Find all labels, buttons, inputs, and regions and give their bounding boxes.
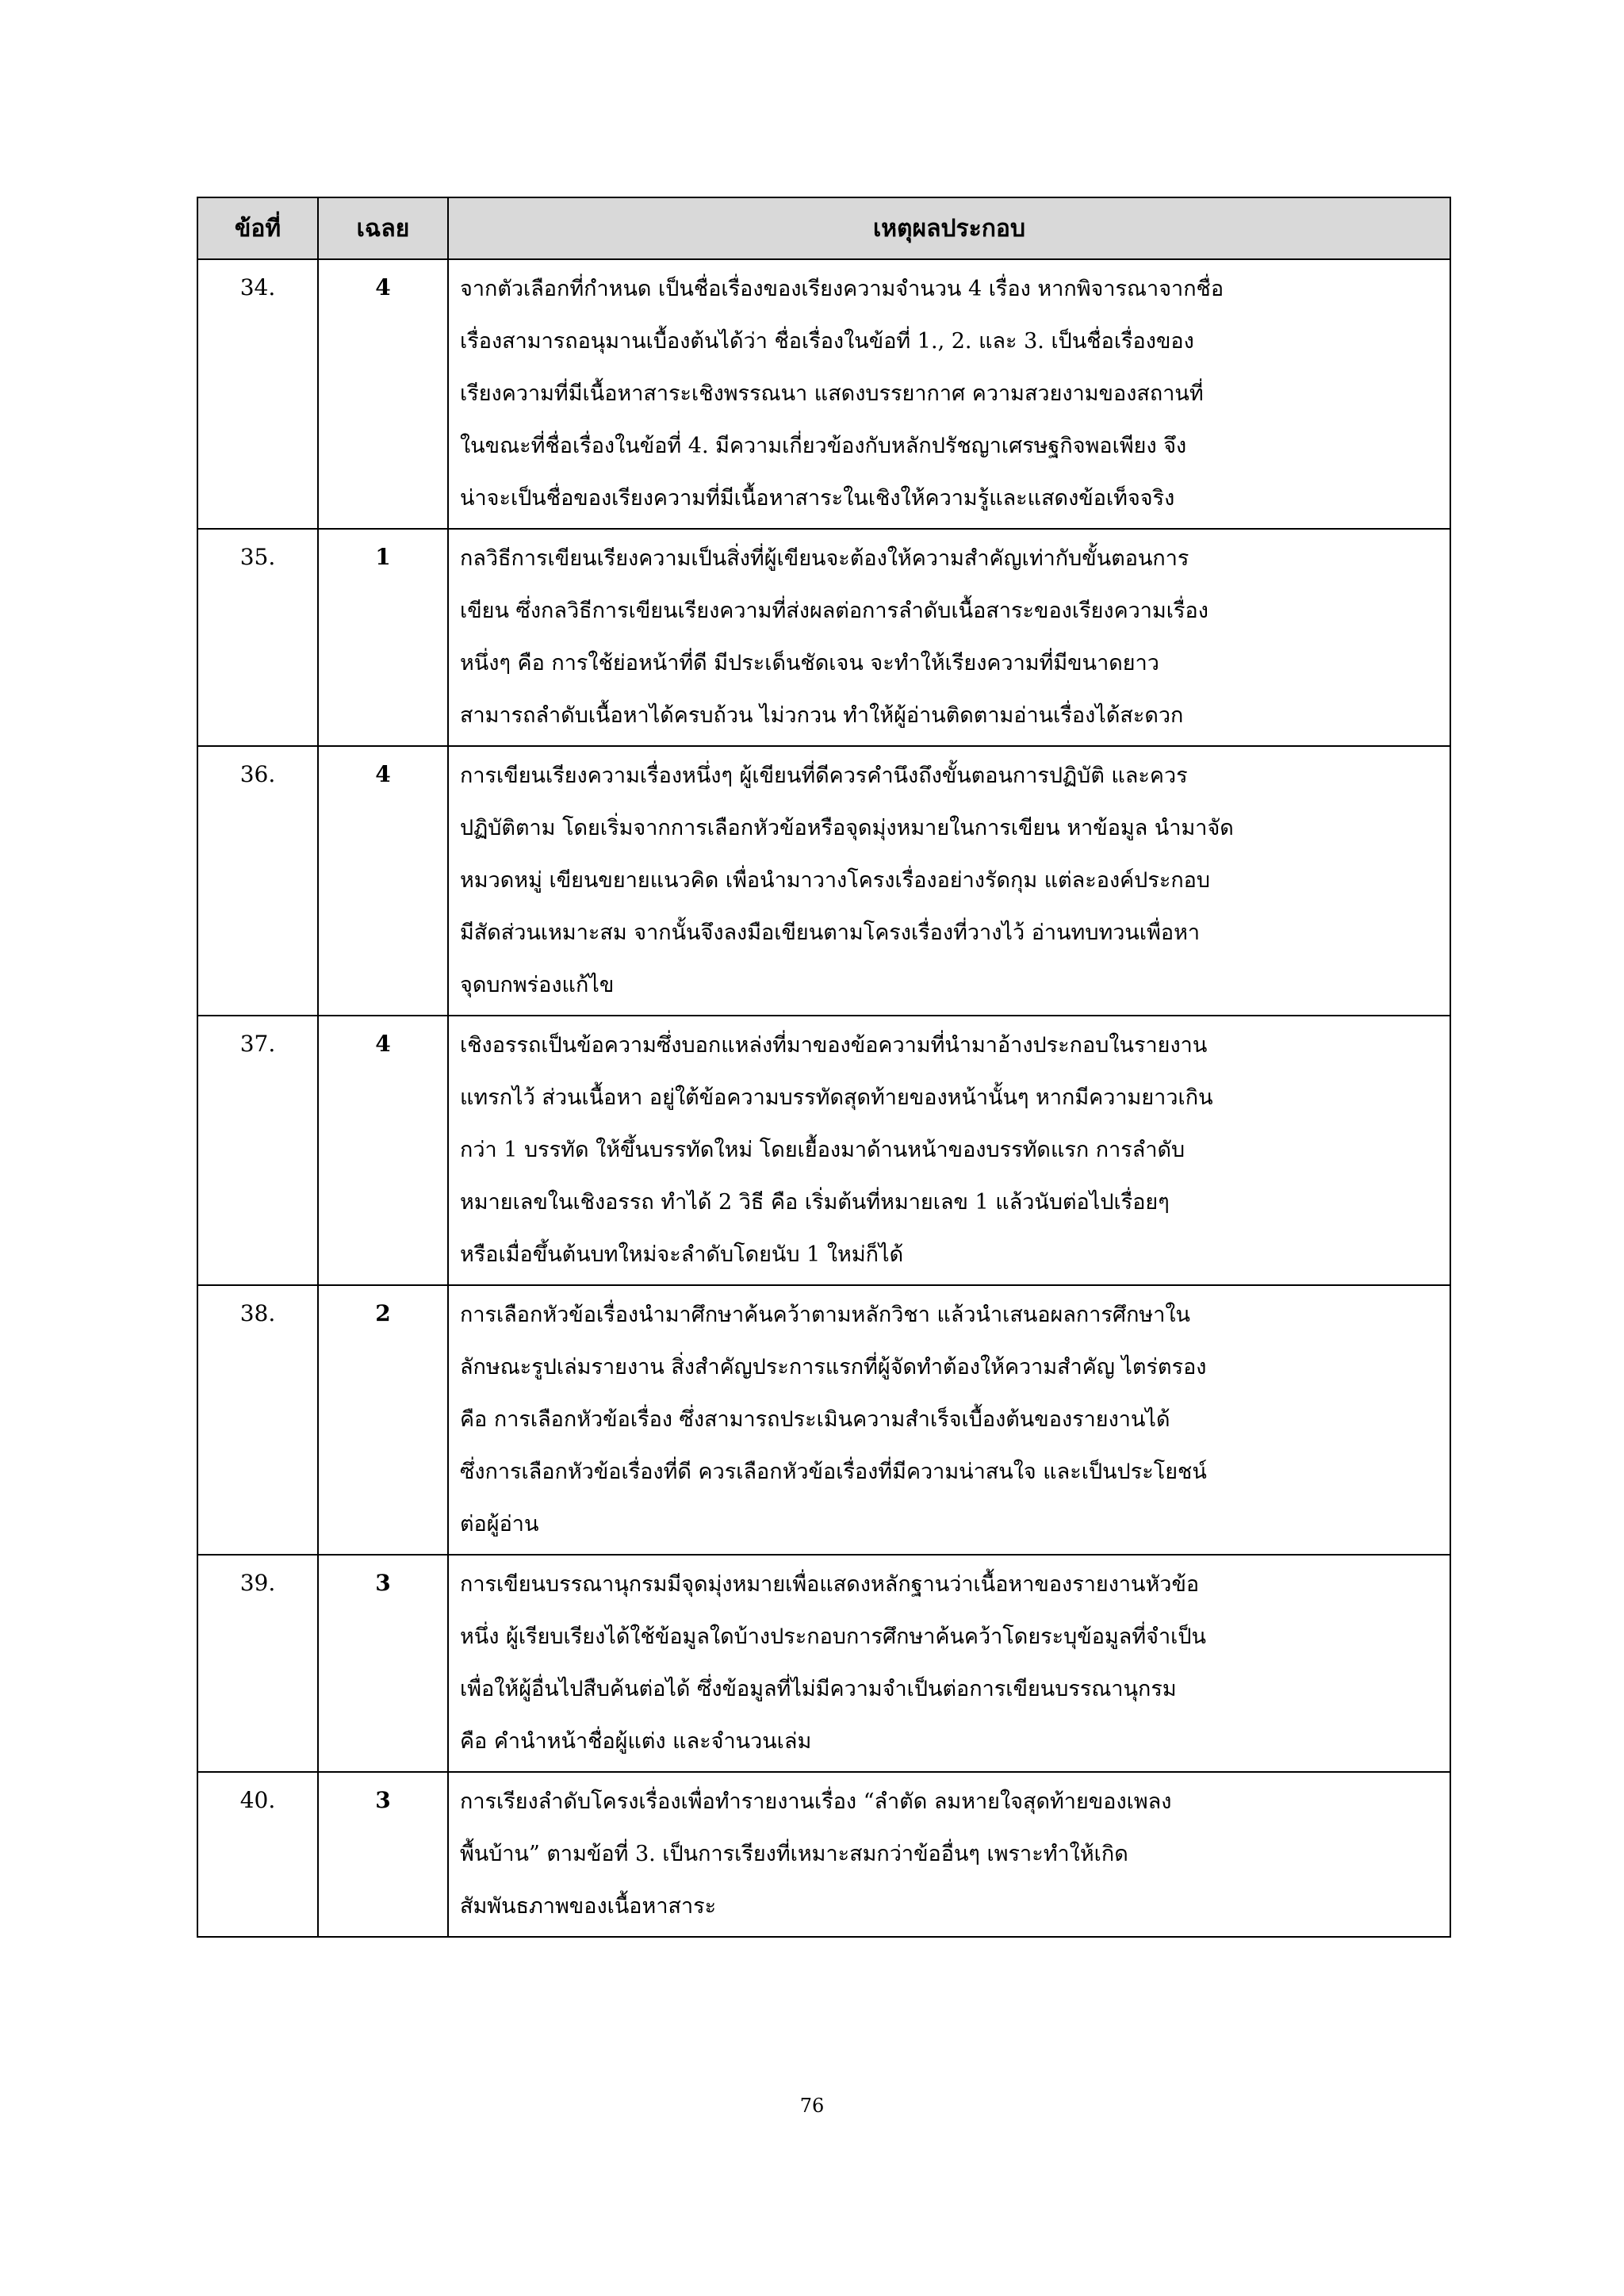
answer-cell: 4 <box>318 746 448 1016</box>
question-number-cell: 34. <box>197 259 318 529</box>
table-row <box>197 1016 1450 1285</box>
question-number-cell: 35. <box>197 529 318 746</box>
question-number-cell: 39. <box>197 1555 318 1772</box>
rationale-cell: จากตัวเลือกที่กำหนด เป็นชื่อเรื่องของเรียงความจำนวน 4 เรื่อง หากพิจารณาจากชื่อ เรื่องสามารถอนุมานเบื้องต้นได้ว่า ชื่อเรื่องในข้อที่ 1., 2. และ 3. เป็นชื่อเรื่องของ เรียงความที่มีเนื้อหาสาระเชิงพรรณนา แสดงบรรยากาศ ความสวยงามของสถานที่ ในขณะที่ชื่อเรื่องในข้อที่ 4. มีความเกี่ยวข้องกับหลักปรัชญาเศรษฐกิจพอเพียง จึง น่าจะเป็นชื่อของเรียงความที่มีเนื้อหาสาระในเชิงให้ความรู้และแสดงข้อเท็จจริง <box>448 259 1450 529</box>
table-row <box>197 529 1450 746</box>
header-answer: เฉลย <box>318 197 448 259</box>
answer-cell: 1 <box>318 529 448 746</box>
answer-cell: 4 <box>318 1016 448 1285</box>
rationale-cell: การเลือกหัวข้อเรื่องนำมาศึกษาค้นคว้าตามหลักวิชา แล้วนำเสนอผลการศึกษาใน ลักษณะรูปเล่มรายงาน สิ่งสำคัญประการแรกที่ผู้จัดทำต้องให้ความสำคัญ ไตร่ตรอง คือ การเลือกหัวข้อเรื่อง ซึ่งสามารถประเมินความสำเร็จเบื้องต้นของรายงานได้ ซึ่งการเลือกหัวข้อเรื่องที่ดี ควรเลือกหัวข้อเรื่องที่มีความน่าสนใจ และเป็นประโยชน์ ต่อผู้อ่าน <box>448 1285 1450 1555</box>
table-header-row <box>197 197 1450 259</box>
rationale-cell: เชิงอรรถเป็นข้อความซึ่งบอกแหล่งที่มาของข้อความที่นำมาอ้างประกอบในรายงาน แทรกไว้ ส่วนเนื้อหา อยู่ใต้ข้อความบรรทัดสุดท้ายของหน้านั้นๆ หากมีความยาวเกิน กว่า 1 บรรทัด ให้ขึ้นบรรทัดใหม่ โดยเยื้องมาด้านหน้าของบรรทัดแรก การลำดับ หมายเลขในเชิงอรรถ ทำได้ 2 วิธี คือ เริ่มต้นที่หมายเลข 1 แล้วนับต่อไปเรื่อยๆ หรือเมื่อขึ้นต้นบทใหม่จะลำดับโดยนับ 1 ใหม่ก็ได้ <box>448 1016 1450 1285</box>
header-question-number: ข้อที่ <box>197 197 318 259</box>
table-row <box>197 1772 1450 1937</box>
rationale-cell: กลวิธีการเขียนเรียงความเป็นสิ่งที่ผู้เขียนจะต้องให้ความสำคัญเท่ากับขั้นตอนการ เขียน ซึ่งกลวิธีการเขียนเรียงความที่ส่งผลต่อการลำดับเนื้อสาระของเรียงความเรื่อง หนึ่งๆ คือ การใช้ย่อหน้าที่ดี มีประเด็นชัดเจน จะทำให้เรียงความที่มีขนาดยาว สามารถลำดับเนื้อหาได้ครบถ้วน ไม่วกวน ทำให้ผู้อ่านติดตามอ่านเรื่องได้สะดวก <box>448 529 1450 746</box>
page-number: 76 <box>799 2095 825 2117</box>
table-row <box>197 746 1450 1016</box>
answer-cell: 3 <box>318 1772 448 1937</box>
answer-cell: 4 <box>318 259 448 529</box>
rationale-cell: การเขียนเรียงความเรื่องหนึ่งๆ ผู้เขียนที่ดีควรคำนึงถึงขั้นตอนการปฏิบัติ และควร ปฏิบัติตาม โดยเริ่มจากการเลือกหัวข้อหรือจุดมุ่งหมายในการเขียน หาข้อมูล นำมาจัด หมวดหมู่ เขียนขยายแนวคิด เพื่อนำมาวางโครงเรื่องอย่างรัดกุม แต่ละองค์ประกอบ มีสัดส่วนเหมาะสม จากนั้นจึงลงมือเขียนตามโครงเรื่องที่วางไว้ อ่านทบทวนเพื่อหา จุดบกพร่องแก้ไข <box>448 746 1450 1016</box>
rationale-cell: การเขียนบรรณานุกรมมีจุดมุ่งหมายเพื่อแสดงหลักฐานว่าเนื้อหาของรายงานหัวข้อ หนึ่ง ผู้เรียบเรียงได้ใช้ข้อมูลใดบ้างประกอบการศึกษาค้นคว้าโดยระบุข้อมูลที่จำเป็น เพื่อให้ผู้อื่นไปสืบค้นต่อได้ ซึ่งข้อมูลที่ไม่มีความจำเป็นต่อการเขียนบรรณานุกรม คือ คำนำหน้าชื่อผู้แต่ง และจำนวนเล่ม <box>448 1555 1450 1772</box>
table-row <box>197 1285 1450 1555</box>
rationale-cell: การเรียงลำดับโครงเรื่องเพื่อทำรายงานเรื่อง “ลำตัด ลมหายใจสุดท้ายของเพลง พื้นบ้าน” ตามข้อที่ 3. เป็นการเรียงที่เหมาะสมกว่าข้ออื่นๆ เพราะทำให้เกิด สัมพันธภาพของเนื้อหาสาระ <box>448 1772 1450 1937</box>
question-number-cell: 38. <box>197 1285 318 1555</box>
question-number-cell: 36. <box>197 746 318 1016</box>
table-row <box>197 1555 1450 1772</box>
answer-cell: 3 <box>318 1555 448 1772</box>
table-row <box>197 259 1450 529</box>
header-rationale: เหตุผลประกอบ <box>448 197 1450 259</box>
answer-key-table <box>197 197 1451 1938</box>
question-number-cell: 37. <box>197 1016 318 1285</box>
answer-cell: 2 <box>318 1285 448 1555</box>
question-number-cell: 40. <box>197 1772 318 1937</box>
